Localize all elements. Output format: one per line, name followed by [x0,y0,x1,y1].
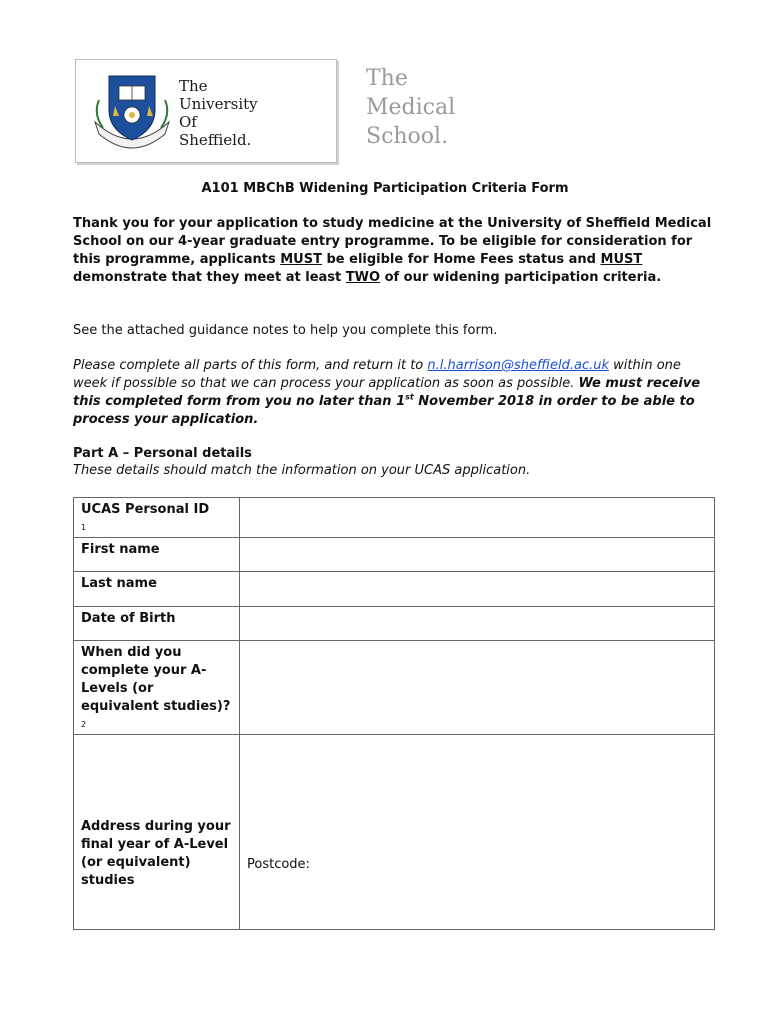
guidance-note: See the attached guidance notes to help you complete this form. [73,323,498,338]
footnote-marker: 2 [81,720,87,729]
university-logo [75,59,337,163]
table-row [74,735,715,930]
school-title-line: School. [366,124,449,149]
personal-details-table [73,497,715,930]
deadline-ordinal: st [405,392,414,402]
first-name-label: First name [74,538,240,572]
address-field[interactable] [240,735,715,930]
first-name-field[interactable] [240,538,715,572]
medical-school-title [366,64,455,151]
university-name-line: Of [179,113,197,131]
table-row [74,498,715,538]
postcode-label: Postcode: [247,857,310,872]
footnote-marker: 1 [81,523,87,532]
intro-text: of our widening participation criteria. [380,270,662,285]
instructions-text: Please complete all parts of this form, and return it to [73,358,428,373]
ucas-id-label: UCAS Personal ID [81,502,210,517]
instructions-text: within one week if possible so that we can process your application as soon as possible. [73,358,681,391]
part-a-title: Part A – Personal details [73,446,252,461]
university-name-line: University [179,95,258,113]
instructions-paragraph [73,357,713,429]
address-label: Address during your final year of A-Level (or equivalent) studies [74,735,240,930]
intro-text: demonstrate that they meet at least [73,270,346,285]
field-label [74,641,240,735]
table-row [74,572,715,607]
last-name-label: Last name [74,572,240,607]
intro-paragraph [73,215,713,287]
email-link[interactable]: n.l.harrison@sheffield.ac.uk [427,358,609,373]
university-name-line: Sheffield. [179,131,252,149]
last-name-field[interactable] [240,572,715,607]
university-name-line: The [179,77,208,95]
intro-text: be eligible for Home Fees status and [321,252,601,267]
alevels-label: When did you complete your A-Levels (or equivalent studies)? [81,645,231,714]
deadline-text: We must receive this completed form from you no later than 1 [73,376,701,409]
university-name [179,77,258,149]
ucas-id-field[interactable] [240,498,715,538]
part-a-subtitle: These details should match the information on your UCAS application. [73,463,531,478]
school-title-line: The [366,66,408,91]
must-emphasis: MUST [280,252,322,267]
form-title: A101 MBChB Widening Participation Criteria Form [201,181,569,196]
school-title-line: Medical [366,95,456,120]
table-row [74,641,715,735]
two-emphasis: TWO [345,270,381,285]
intro-text: Thank you for your application to study medicine at the University of Sheffield Medical School on our 4-year graduate entry programme. To be eligible for consideration for this programme, applicants [73,216,712,267]
must-emphasis: MUST [600,252,643,267]
alevels-field[interactable] [240,641,715,735]
dob-field[interactable] [240,607,715,641]
dob-label: Date of Birth [74,607,240,641]
deadline-text: November 2018 in order to be able to process your application. [73,394,695,427]
table-row [74,538,715,572]
table-row [74,607,715,641]
field-label [74,498,240,538]
university-crest-icon [91,70,173,154]
